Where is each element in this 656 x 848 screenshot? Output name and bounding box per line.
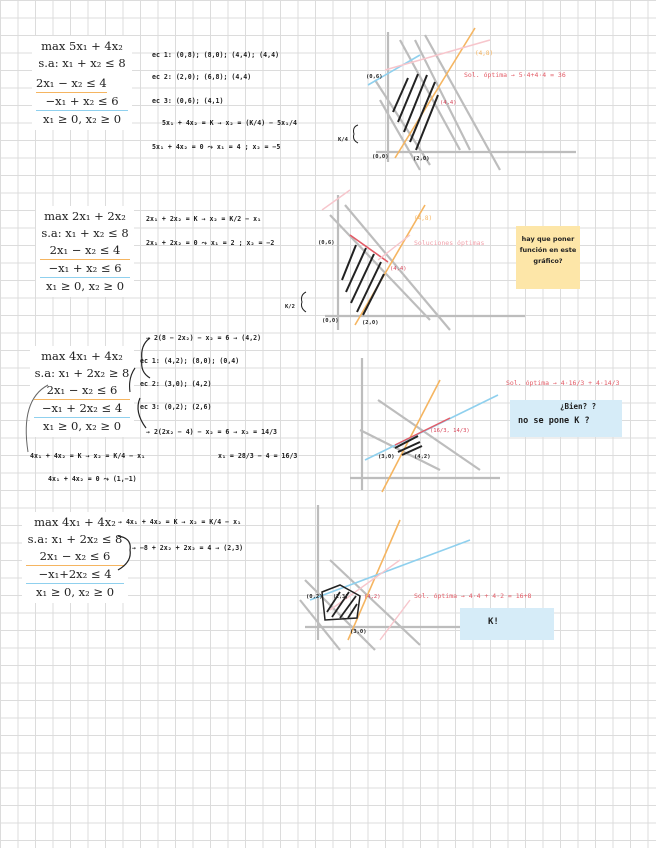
problem-2-solution: Soluciones óptimas <box>414 239 485 247</box>
problem-4-constraint-3: −x₁+2x₂ ≤ 4 <box>26 566 124 584</box>
problem-2-point-06: (0,6) <box>318 240 335 246</box>
problem-3-constraint-3: −x₁ + 2x₂ ≤ 4 <box>34 400 130 418</box>
problem-2-point-20: (2,0) <box>362 320 379 326</box>
problem-4-constraint-2: 2x₁ − x₂ ≤ 6 <box>26 548 124 566</box>
problem-1-solution: Sol. óptima → 5·4+4·4 = 36 <box>464 71 566 79</box>
problem-2-k-label: K/2 <box>285 304 295 310</box>
problem-3-note-1: → 2(8 − 2x₂) − x₂ = 6 → (4,2) <box>146 334 262 342</box>
problem-4-constraint-1: s.a: x₁ + 2x₂ ≤ 8 <box>27 532 123 546</box>
problem-1-k-label: K/4 <box>338 137 348 143</box>
problem-2-constraint-3: −x₁ + x₂ ≤ 6 <box>40 260 130 278</box>
problem-2-note-2: 2x₁ + 2x₂ = 0 ⤳ x₁ = 2 ; x₂ = −2 <box>146 239 275 247</box>
problem-4-solution: Sol. óptima → 4·4 + 4·2 = 16+8 <box>414 592 532 600</box>
problem-1-point-top: (4,8) <box>475 50 494 57</box>
problem-4-question-1: K! <box>488 617 499 627</box>
problem-2-constraint-1: s.a: x₁ + x₂ ≤ 8 <box>41 226 129 240</box>
problem-4-nonneg: x₁ ≥ 0, x₂ ≥ 0 <box>35 585 115 599</box>
problem-2-sticky-note: hay que poner función en este gráfico? <box>516 226 580 289</box>
problem-3-note-7: x₁ = 28/3 − 4 = 16/3 <box>218 452 298 460</box>
problem-1-note-3: ec 3: (0,6); (4,1) <box>152 97 224 105</box>
problem-1-objective: max 5x₁ + 4x₂ <box>41 39 123 53</box>
problem-3-point-42: (4,2) <box>414 454 431 460</box>
problem-1-point-20: (2,0) <box>413 156 430 162</box>
problem-4-point-02: (0,2) <box>306 594 323 600</box>
problem-2-point-00: (0,0) <box>322 318 339 324</box>
problem-3-note-2: ec 1: (4,2); (8,0); (0,4) <box>140 357 240 365</box>
problem-2-point-44: (4,4) <box>390 266 407 272</box>
problem-2-objective: max 2x₁ + 2x₂ <box>44 209 126 223</box>
problem-1-note-1: ec 1: (0,8); (8,0); (4,4); (4,4) <box>152 51 280 59</box>
problem-1-point-44: (4,4) <box>440 100 457 106</box>
problem-3-point-30: (3,0) <box>378 454 395 460</box>
problem-3-note-8: 4x₁ + 4x₂ = 0 ⤳ (1,−1) <box>48 475 137 483</box>
problem-4-point-42: (4,2) <box>364 594 381 600</box>
problem-3-nonneg: x₁ ≥ 0, x₂ ≥ 0 <box>42 419 122 433</box>
problem-3-note-6: 4x₁ + 4x₂ = K → x₂ = K/4 − x₁ <box>30 452 146 460</box>
problem-3-constraint-1: s.a: x₁ + 2x₂ ≥ 8 <box>34 366 130 380</box>
problem-2-constraint-2: 2x₁ − x₂ ≤ 4 <box>40 242 130 260</box>
problem-1-constraint-3: −x₁ + x₂ ≤ 6 <box>36 93 128 111</box>
problem-1-nonneg: x₁ ≥ 0, x₂ ≥ 0 <box>42 112 122 126</box>
problem-1-constraint-2: 2x₁ − x₂ ≤ 4 <box>36 75 107 93</box>
problem-4-question-box <box>460 608 554 640</box>
problem-4-objective: max 4x₁ + 4x₂ <box>34 515 116 529</box>
problem-1-point-00: (0,0) <box>372 154 389 160</box>
problem-3-note-3: ec 2: (3,0); (4,2) <box>140 380 212 388</box>
problem-1-note-2: ec 2: (2,0); (6,8); (4,4) <box>152 73 252 81</box>
problem-3-solution: Sol. óptima → 4·16/3 + 4·14/3 <box>506 379 620 387</box>
problem-4-point-23: (2,3) <box>333 594 349 600</box>
problem-3-point-opt: (16/3, 14/3) <box>430 428 470 434</box>
problem-3-constraint-2: 2x₁ − x₂ ≤ 6 <box>34 382 130 400</box>
problem-2-nonneg: x₁ ≥ 0, x₂ ≥ 0 <box>45 279 125 293</box>
problem-3-note-5: → 2(2x₂ − 4) − x₂ = 6 → x₂ = 14/3 <box>146 428 278 436</box>
problem-3-question-1: ¿Bien? ? <box>560 402 597 411</box>
problem-2-point-top: (4,8) <box>414 215 433 222</box>
problem-1-point-06: (0,6) <box>366 74 383 80</box>
problem-3-objective: max 4x₁ + 4x₂ <box>41 349 123 363</box>
problem-4-note-1: → 4x₁ + 4x₂ = K → x₂ = K/4 − x₁ <box>118 518 242 526</box>
problem-4-note-2: → −8 + 2x₂ + 2x₂ = 4 → (2,3) <box>132 544 244 552</box>
problem-3-note-4: ec 3: (0,2); (2,6) <box>140 403 212 411</box>
problem-3-question-2: no se pone K ? <box>518 416 590 426</box>
problem-2-note-1: 2x₁ + 2x₂ = K → x₂ = K/2 − x₁ <box>146 215 262 223</box>
problem-1-note-5: 5x₁ + 4x₂ = 0 ⤳ x₁ = 4 ; x₂ = −5 <box>152 143 281 151</box>
problem-1-constraint-1: s.a: x₁ + x₂ ≤ 8 <box>38 56 126 70</box>
problem-4-point-30: (3,0) <box>350 629 367 635</box>
problem-1-note-4: 5x₁ + 4x₂ = K → x₂ = (K/4) − 5x₁/4 <box>162 119 297 127</box>
